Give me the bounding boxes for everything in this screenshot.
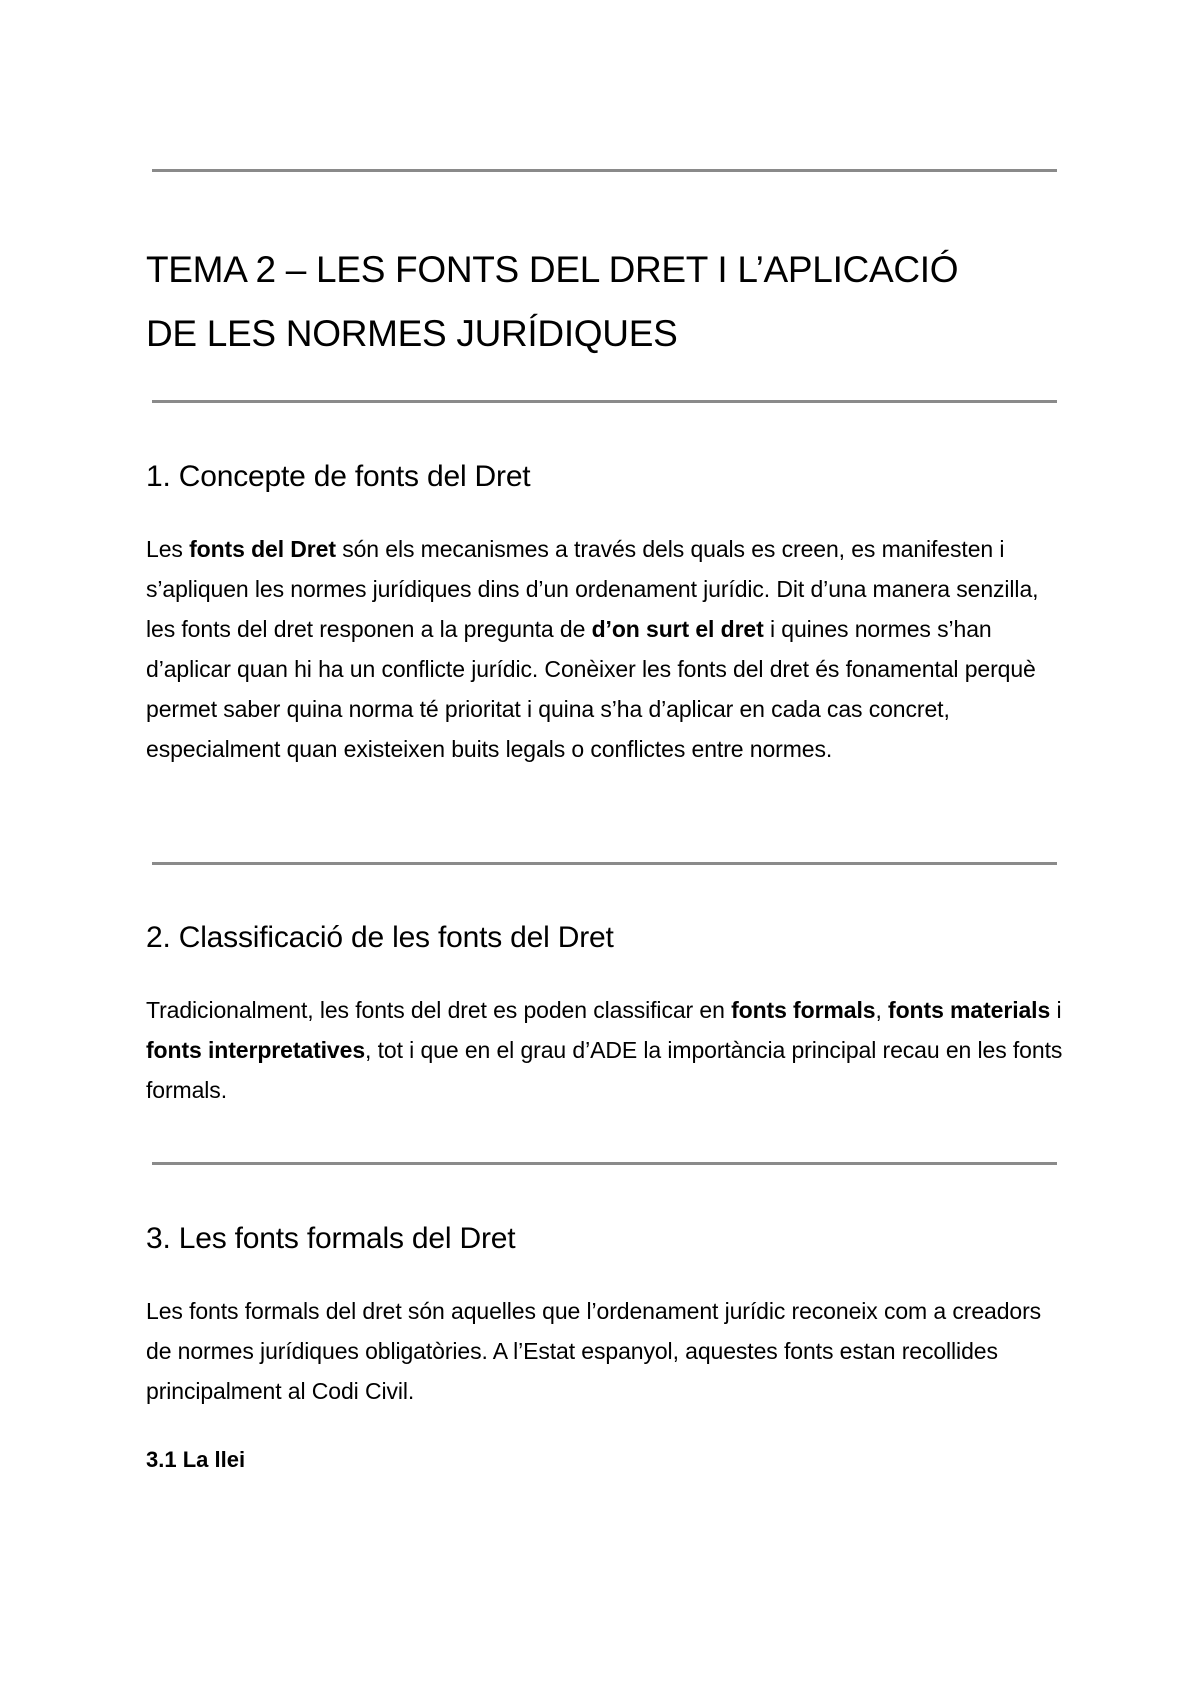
text-run: i quines normes s’han d’aplicar quan hi ha un conflicte jurídic. Conèixer les fonts del dret és fonamental perquè permet saber quina norma té prioritat i quina s’ha d’aplicar en cada cas concret, especialment quan existeixen buits legals o conflictes entre normes. bbox=[146, 616, 1036, 762]
horizontal-rule bbox=[152, 169, 1057, 172]
section-1-paragraph bbox=[146, 529, 1066, 769]
text-run: i bbox=[1050, 997, 1062, 1023]
text-run: Les bbox=[146, 536, 190, 562]
section-3-paragraph: Les fonts formals del dret són aquelles que l’ordenament jurídic reconeix com a creadors de normes jurídiques obligatòries. A l’Estat espanyol, aquestes fonts estan recollides principalment al Codi Civil. bbox=[146, 1298, 1042, 1404]
section-2-paragraph bbox=[146, 990, 1066, 1110]
text-run: , bbox=[875, 997, 889, 1023]
subsection-heading: 3.1 La llei bbox=[146, 1447, 246, 1472]
bold-term: fonts formals bbox=[731, 997, 876, 1023]
text-run: , tot i que en el grau d’ADE la importància principal recau en les fonts formals. bbox=[146, 1037, 1063, 1103]
title-line-2: DE LES NORMES JURÍDIQUES bbox=[146, 313, 678, 354]
horizontal-rule bbox=[152, 862, 1057, 865]
section-2-heading: 2. Classificació de les fonts del Dret bbox=[146, 921, 614, 954]
section-3-heading: 3. Les fonts formals del Dret bbox=[146, 1222, 516, 1255]
horizontal-rule bbox=[152, 1162, 1057, 1165]
bold-term: d’on surt el dret bbox=[591, 616, 764, 642]
title-line-1: TEMA 2 – LES FONTS DEL DRET I L’APLICACIÓ bbox=[146, 249, 959, 290]
bold-term: fonts interpretatives bbox=[146, 1037, 366, 1063]
text-run: són els mecanismes a través dels quals es creen, es manifesten i s’apliquen les normes jurídiques dins d’un ordenament jurídic. Dit d’una manera senzilla, les fonts del dret responen a la pregunta de bbox=[146, 536, 1039, 642]
section-1-heading: 1. Concepte de fonts del Dret bbox=[146, 460, 531, 493]
bold-term: fonts del Dret bbox=[189, 536, 336, 562]
text-run: Tradicionalment, les fonts del dret es poden classificar en bbox=[146, 997, 732, 1023]
bold-term: fonts materials bbox=[888, 997, 1051, 1023]
horizontal-rule bbox=[152, 400, 1057, 403]
page-title bbox=[146, 238, 1066, 366]
